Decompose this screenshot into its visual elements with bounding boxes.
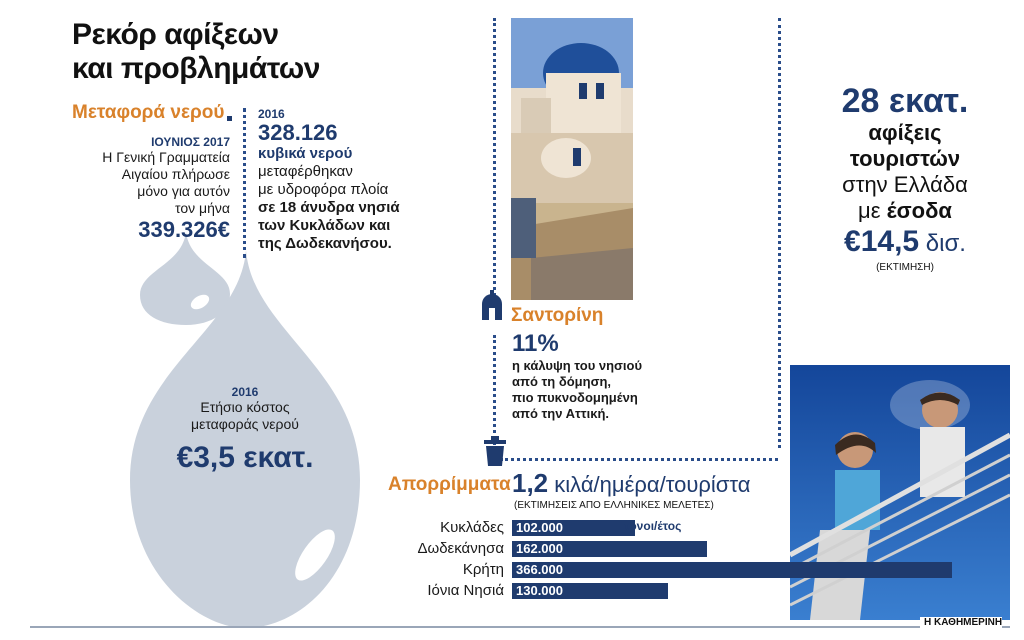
june-amount: 339.326€ xyxy=(138,217,230,242)
bar-category-label: Δωδεκάνησα xyxy=(417,540,504,557)
tourists-block: 28 εκατ. αφίξεις τουριστών στην Ελλάδα με έσοδα €14,5 δισ. (ΕΚΤΙΜΗΣΗ) xyxy=(800,82,1010,273)
bar xyxy=(512,583,668,599)
credit: Η ΚΑΘΗΜΕΡΙΝΗ xyxy=(920,617,1002,628)
volume-block: 2016 328.126 κυβικά νερού μεταφέρθηκαν με υδροφόρα πλοία σε 18 άνυδρα νησιά των Κυκλάδων και της Δωδεκανήσου. xyxy=(258,107,458,253)
santorini-percent: 11% xyxy=(512,330,559,357)
bar-value-label: 162.000 xyxy=(516,541,563,556)
drop-amount: €3,5 εκατ. xyxy=(176,441,314,474)
waste-heading: Απορρίμματα xyxy=(388,474,511,495)
divider xyxy=(493,18,496,308)
church-icon xyxy=(480,290,504,320)
revenue-value: €14,5 xyxy=(844,225,920,258)
bar xyxy=(512,541,707,557)
bottom-rule xyxy=(30,626,1010,628)
bar-value-label: 130.000 xyxy=(516,583,563,598)
bar-value-label: 366.000 xyxy=(516,562,563,577)
dot xyxy=(227,116,232,121)
divider xyxy=(493,335,496,445)
water-heading: Μεταφορά νερού xyxy=(72,102,225,123)
santorini-photo xyxy=(511,18,633,300)
trash-icon xyxy=(484,436,506,466)
small-drop xyxy=(140,232,230,325)
bar xyxy=(512,562,952,578)
bar xyxy=(512,520,635,536)
waste-note: (ΕΚΤΙΜΗΣΕΙΣ ΑΠΟ ΕΛΛΗΝΙΚΕΣ ΜΕΛΕΤΕΣ) xyxy=(514,500,714,511)
june-block: ΙΟΥΝΙΟΣ 2017 Η Γενική Γραμματεία Αιγαίου πλήρωσε μόνο για αυτόν τον μήνα 339.326€ xyxy=(60,135,230,243)
santorini-text: η κάλυψη του νησιού από τη δόμηση, πιο πυκνοδομημένη από την Αττική. xyxy=(512,358,643,421)
bar-value-label: 102.000 xyxy=(516,520,563,535)
bar-category-label: Κρήτη xyxy=(462,561,504,578)
unit-label: τόνοι/έτος xyxy=(624,519,682,533)
bar-category-label: Κυκλάδες xyxy=(440,519,504,536)
divider xyxy=(243,108,246,258)
divider xyxy=(500,458,778,461)
santorini-heading: Σαντορίνη xyxy=(511,305,604,326)
waste-rate: 1,2 κιλά/ημέρα/τουρίστα xyxy=(512,468,751,498)
page-title: Ρεκόρ αφίξεων και προβλημάτων xyxy=(72,18,320,85)
tourists-photo xyxy=(790,365,1010,620)
divider xyxy=(778,18,781,448)
tourist-count: 28 εκατ. xyxy=(841,82,969,120)
drop-text: 2016 Ετήσιο κόστος μεταφοράς νερού €3,5 εκατ. xyxy=(150,385,340,475)
volume-value: 328.126 xyxy=(258,120,338,145)
bar-category-label: Ιόνια Νησιά xyxy=(427,582,504,599)
